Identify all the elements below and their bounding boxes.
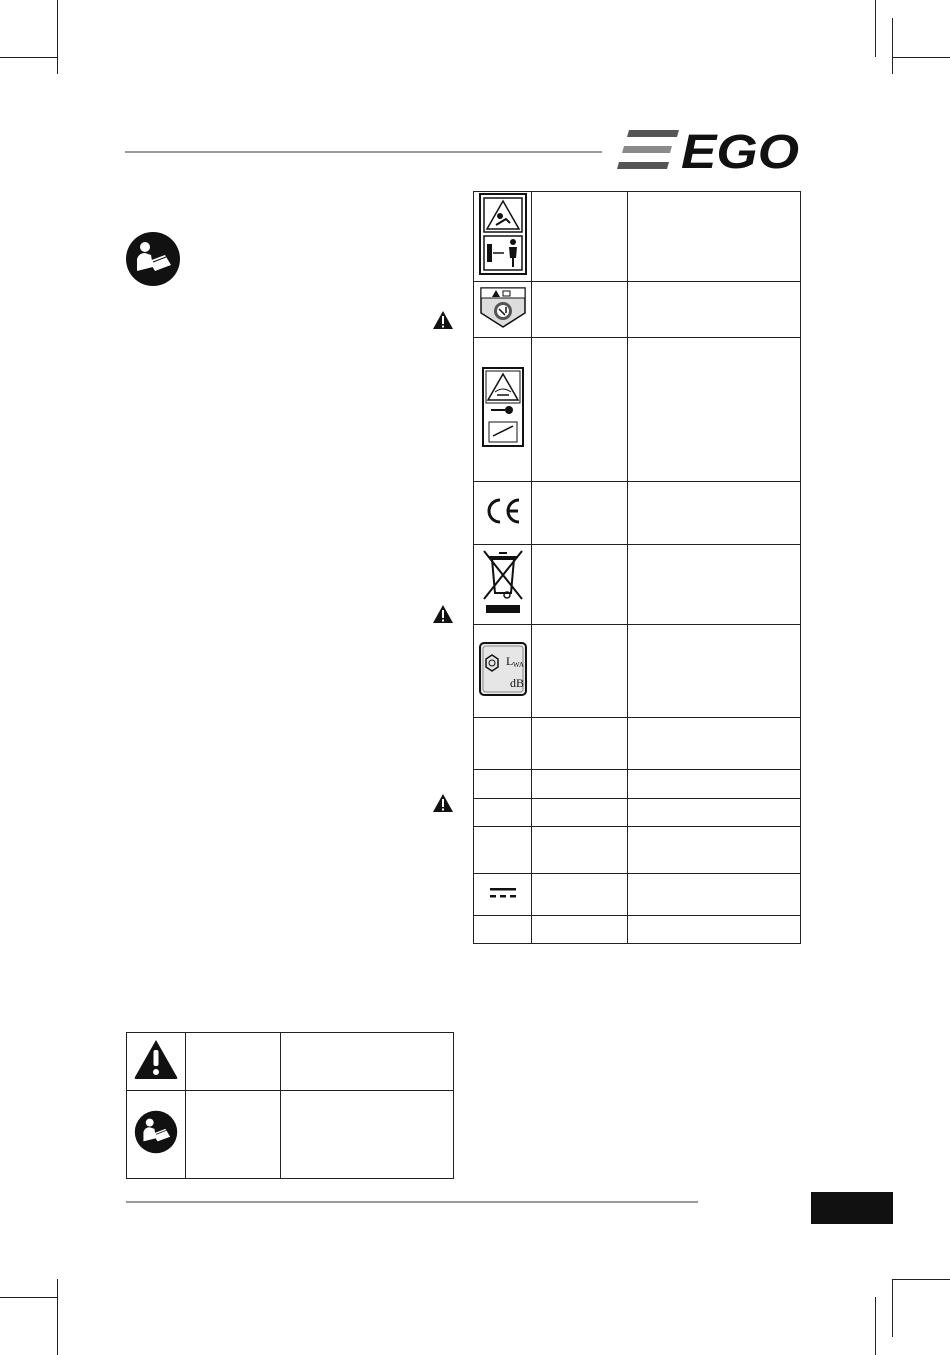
table-row xyxy=(474,799,801,827)
read-manual-icon xyxy=(125,231,181,292)
section-tab xyxy=(811,1192,893,1224)
safety-alert-icon xyxy=(127,1033,186,1091)
signal-word-table xyxy=(126,1032,454,1179)
symbol-table xyxy=(473,191,801,944)
ego-logo xyxy=(617,128,801,177)
table-row xyxy=(474,718,801,770)
ce-mark-icon xyxy=(474,482,532,545)
svg-text:WA: WA xyxy=(512,660,524,669)
table-row xyxy=(474,770,801,799)
footer-rule xyxy=(126,1201,698,1203)
table-row xyxy=(474,625,801,718)
table-row xyxy=(474,482,801,545)
table-row xyxy=(474,827,801,874)
read-manual-icon xyxy=(127,1091,186,1179)
hot-surface-label-icon xyxy=(474,282,532,338)
table-row xyxy=(127,1033,454,1091)
thrown-objects-keep-distance-icon xyxy=(474,192,532,282)
svg-text:L: L xyxy=(505,653,513,668)
warning-triangle-icon xyxy=(432,793,454,818)
warning-triangle-icon xyxy=(432,604,454,629)
header-rule xyxy=(125,151,602,153)
table-row xyxy=(127,1091,454,1179)
table-row xyxy=(474,545,801,625)
table-row xyxy=(474,192,801,282)
weee-crossed-bin-icon xyxy=(474,545,532,625)
sound-power-level-lwa-icon xyxy=(474,625,532,718)
svg-text:dB: dB xyxy=(509,675,524,690)
warning-triangle-icon xyxy=(432,310,454,335)
direct-current-icon xyxy=(474,874,532,916)
blade-hazard-remove-key-icon xyxy=(474,338,532,482)
table-row xyxy=(474,874,801,916)
logo-text: EGO xyxy=(681,128,799,172)
table-row xyxy=(474,916,801,944)
table-row xyxy=(474,338,801,482)
table-row xyxy=(474,282,801,338)
